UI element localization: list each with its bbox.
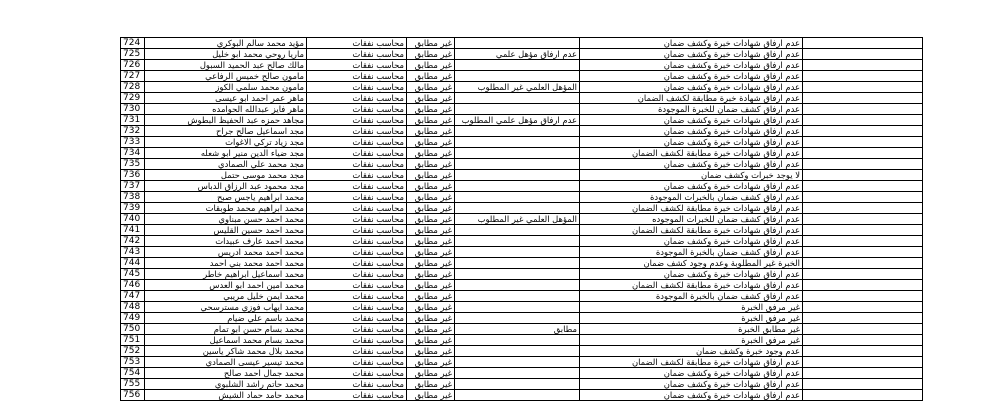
applicant-name-cell: مؤيد محمد سالم البوكري bbox=[145, 38, 307, 49]
experience-note-cell: عدم ارفاق شهادات خبرة مطابقة لكشف الضمان bbox=[580, 148, 803, 159]
experience-note-cell: عدم ارفاق كشف ضمان للخبرات الموجوده bbox=[580, 214, 803, 225]
job-title-cell: محاسب نفقات bbox=[307, 214, 407, 225]
experience-note-cell: عدم ارفاق شهادات خبرة وكشف ضمان bbox=[580, 82, 803, 93]
empty-cell bbox=[803, 104, 923, 115]
empty-cell bbox=[803, 38, 923, 49]
match-status-cell: غير مطابق bbox=[407, 192, 455, 203]
row-number-cell: 738 bbox=[121, 192, 145, 203]
applicant-name-cell: محمد بسام حسن ابو تمام bbox=[145, 324, 307, 335]
match-status-cell: غير مطابق bbox=[407, 159, 455, 170]
empty-cell bbox=[803, 335, 923, 346]
empty-cell bbox=[803, 225, 923, 236]
match-status-cell: غير مطابق bbox=[407, 236, 455, 247]
experience-note-cell: عدم وجود خبرة وكشف ضمان bbox=[580, 346, 803, 357]
experience-note-cell: عدم ارفاق كشف ضمان بالخبرة الموجودة bbox=[580, 247, 803, 258]
job-title-cell: محاسب نفقات bbox=[307, 368, 407, 379]
experience-note-cell: عدم ارفاق شهادات خبرة وكشف ضمان bbox=[580, 49, 803, 60]
match-status-cell: غير مطابق bbox=[407, 225, 455, 236]
qualification-note-cell bbox=[455, 335, 580, 346]
row-number-cell: 751 bbox=[121, 335, 145, 346]
applicant-name-cell: مجد محمود عبد الرزاق الدباس bbox=[145, 181, 307, 192]
match-status-cell: غير مطابق bbox=[407, 390, 455, 401]
match-status-cell: غير مطابق bbox=[407, 115, 455, 126]
empty-cell bbox=[803, 313, 923, 324]
table-body bbox=[121, 38, 923, 401]
qualification-note-cell bbox=[455, 258, 580, 269]
job-title-cell: محاسب نفقات bbox=[307, 137, 407, 148]
job-title-cell: محاسب نفقات bbox=[307, 335, 407, 346]
table-row bbox=[121, 247, 923, 258]
row-number-cell: 739 bbox=[121, 203, 145, 214]
table-row bbox=[121, 346, 923, 357]
experience-note-cell: عدم ارفاق شهادات خبرة وكشف ضمان bbox=[580, 390, 803, 401]
job-title-cell: محاسب نفقات bbox=[307, 379, 407, 390]
applicant-name-cell: محمد ابراهيم محمد طوبقات bbox=[145, 203, 307, 214]
applicants-table bbox=[120, 37, 923, 401]
row-number-cell: 736 bbox=[121, 170, 145, 181]
row-number-cell: 734 bbox=[121, 148, 145, 159]
empty-cell bbox=[803, 368, 923, 379]
empty-cell bbox=[803, 357, 923, 368]
table-row bbox=[121, 335, 923, 346]
empty-cell bbox=[803, 203, 923, 214]
empty-cell bbox=[803, 324, 923, 335]
table-row bbox=[121, 192, 923, 203]
match-status-cell: غير مطابق bbox=[407, 258, 455, 269]
row-number-cell: 740 bbox=[121, 214, 145, 225]
row-number-cell: 726 bbox=[121, 60, 145, 71]
row-number-cell: 750 bbox=[121, 324, 145, 335]
qualification-note-cell: المؤهل العلمي غير المطلوب bbox=[455, 82, 580, 93]
match-status-cell: غير مطابق bbox=[407, 335, 455, 346]
table-row bbox=[121, 148, 923, 159]
empty-cell bbox=[803, 291, 923, 302]
table-row bbox=[121, 390, 923, 401]
qualification-note-cell bbox=[455, 192, 580, 203]
job-title-cell: محاسب نفقات bbox=[307, 390, 407, 401]
empty-cell bbox=[803, 71, 923, 82]
qualification-note-cell bbox=[455, 104, 580, 115]
match-status-cell: غير مطابق bbox=[407, 148, 455, 159]
empty-cell bbox=[803, 390, 923, 401]
applicant-name-cell: محمد امين احمد ابو العدس bbox=[145, 280, 307, 291]
row-number-cell: 725 bbox=[121, 49, 145, 60]
table-row bbox=[121, 302, 923, 313]
row-number-cell: 737 bbox=[121, 181, 145, 192]
empty-cell bbox=[803, 192, 923, 203]
qualification-note-cell bbox=[455, 280, 580, 291]
job-title-cell: محاسب نفقات bbox=[307, 71, 407, 82]
applicant-name-cell: محمد ابراهيم ياجس صبح bbox=[145, 192, 307, 203]
job-title-cell: محاسب نفقات bbox=[307, 82, 407, 93]
match-status-cell: غير مطابق bbox=[407, 82, 455, 93]
qualification-note-cell bbox=[455, 357, 580, 368]
empty-cell bbox=[803, 346, 923, 357]
row-number-cell: 746 bbox=[121, 280, 145, 291]
job-title-cell: محاسب نفقات bbox=[307, 104, 407, 115]
row-number-cell: 756 bbox=[121, 390, 145, 401]
empty-cell bbox=[803, 379, 923, 390]
job-title-cell: محاسب نفقات bbox=[307, 346, 407, 357]
experience-note-cell: عدم ارفاق شهادات خبرة وكشف ضمان bbox=[580, 115, 803, 126]
empty-cell bbox=[803, 115, 923, 126]
applicant-name-cell: محمد ايمن خليل مريبي bbox=[145, 291, 307, 302]
applicant-name-cell: محمد احمد حسين القليس bbox=[145, 225, 307, 236]
experience-note-cell: غير مرفق الخبرة bbox=[580, 313, 803, 324]
table-row bbox=[121, 71, 923, 82]
row-number-cell: 741 bbox=[121, 225, 145, 236]
row-number-cell: 731 bbox=[121, 115, 145, 126]
match-status-cell: غير مطابق bbox=[407, 346, 455, 357]
match-status-cell: غير مطابق bbox=[407, 38, 455, 49]
qualification-note-cell bbox=[455, 93, 580, 104]
job-title-cell: محاسب نفقات bbox=[307, 324, 407, 335]
table-row bbox=[121, 368, 923, 379]
applicant-name-cell: محمد باسم علي ضيام bbox=[145, 313, 307, 324]
qualification-note-cell bbox=[455, 379, 580, 390]
row-number-cell: 727 bbox=[121, 71, 145, 82]
empty-cell bbox=[803, 170, 923, 181]
qualification-note-cell bbox=[455, 38, 580, 49]
match-status-cell: غير مطابق bbox=[407, 269, 455, 280]
table-row bbox=[121, 258, 923, 269]
table-row bbox=[121, 324, 923, 335]
empty-cell bbox=[803, 60, 923, 71]
experience-note-cell: غير مرفق الخبرة bbox=[580, 335, 803, 346]
applicant-name-cell: محمد احمد محمد ادريس bbox=[145, 247, 307, 258]
applicant-name-cell: ماهر فايز عبدالله الحوامده bbox=[145, 104, 307, 115]
row-number-cell: 755 bbox=[121, 379, 145, 390]
applicant-name-cell: مجد محمد علي الصمادي bbox=[145, 159, 307, 170]
match-status-cell: غير مطابق bbox=[407, 247, 455, 258]
qualification-note-cell bbox=[455, 159, 580, 170]
match-status-cell: غير مطابق bbox=[407, 170, 455, 181]
match-status-cell: غير مطابق bbox=[407, 181, 455, 192]
applicant-name-cell: محمد حاتم راشد الشلبوي bbox=[145, 379, 307, 390]
empty-cell bbox=[803, 247, 923, 258]
job-title-cell: محاسب نفقات bbox=[307, 181, 407, 192]
table-row bbox=[121, 93, 923, 104]
match-status-cell: غير مطابق bbox=[407, 379, 455, 390]
row-number-cell: 744 bbox=[121, 258, 145, 269]
empty-cell bbox=[803, 93, 923, 104]
table-row bbox=[121, 38, 923, 49]
experience-note-cell: عدم ارفاق شهادات خبرة وكشف ضمان bbox=[580, 236, 803, 247]
match-status-cell: غير مطابق bbox=[407, 126, 455, 137]
job-title-cell: محاسب نفقات bbox=[307, 170, 407, 181]
job-title-cell: محاسب نفقات bbox=[307, 280, 407, 291]
empty-cell bbox=[803, 181, 923, 192]
job-title-cell: محاسب نفقات bbox=[307, 357, 407, 368]
applicant-name-cell: محمد ايهاب فوزي مسترسحي bbox=[145, 302, 307, 313]
table-row bbox=[121, 280, 923, 291]
table-row bbox=[121, 357, 923, 368]
experience-note-cell: عدم ارفاق شهادات خبرة وكشف ضمان bbox=[580, 159, 803, 170]
experience-note-cell: عدم ارفاق كشف ضمان بالخبرة الموجودة bbox=[580, 291, 803, 302]
job-title-cell: محاسب نفقات bbox=[307, 126, 407, 137]
experience-note-cell: عدم ارفاق شهادات خبرة مطابقة لكشف الضمان bbox=[580, 357, 803, 368]
applicant-name-cell: محمد اسماعيل ابراهيم خاطر bbox=[145, 269, 307, 280]
match-status-cell: غير مطابق bbox=[407, 203, 455, 214]
applicant-name-cell: مجاهد حمزه عبد الحفيظ البطوش bbox=[145, 115, 307, 126]
match-status-cell: غير مطابق bbox=[407, 49, 455, 60]
qualification-note-cell: عدم ارفاق مؤهل علمي bbox=[455, 49, 580, 60]
row-number-cell: 729 bbox=[121, 93, 145, 104]
empty-cell bbox=[803, 236, 923, 247]
row-number-cell: 732 bbox=[121, 126, 145, 137]
table-row bbox=[121, 115, 923, 126]
match-status-cell: غير مطابق bbox=[407, 104, 455, 115]
job-title-cell: محاسب نفقات bbox=[307, 49, 407, 60]
qualification-note-cell bbox=[455, 247, 580, 258]
experience-note-cell: عدم ارفاق شهادات خبرة مطابقة لكشف الضمان bbox=[580, 203, 803, 214]
empty-cell bbox=[803, 126, 923, 137]
row-number-cell: 749 bbox=[121, 313, 145, 324]
row-number-cell: 742 bbox=[121, 236, 145, 247]
match-status-cell: غير مطابق bbox=[407, 313, 455, 324]
row-number-cell: 754 bbox=[121, 368, 145, 379]
job-title-cell: محاسب نفقات bbox=[307, 291, 407, 302]
qualification-note-cell bbox=[455, 302, 580, 313]
qualification-note-cell bbox=[455, 60, 580, 71]
experience-note-cell: عدم ارفاق كشف ضمان بالخبرات الموجودة bbox=[580, 192, 803, 203]
experience-note-cell: عدم ارفاق شهادات خبرة وكشف ضمان bbox=[580, 71, 803, 82]
qualification-note-cell bbox=[455, 126, 580, 137]
job-title-cell: محاسب نفقات bbox=[307, 93, 407, 104]
row-number-cell: 745 bbox=[121, 269, 145, 280]
empty-cell bbox=[803, 82, 923, 93]
applicant-name-cell: محمد حامد حماد الشيش bbox=[145, 390, 307, 401]
applicant-name-cell: محمد احمد حسن مبناوي bbox=[145, 214, 307, 225]
empty-cell bbox=[803, 269, 923, 280]
table-row bbox=[121, 159, 923, 170]
applicant-name-cell: مجد ضياء الدين منير ابو شعله bbox=[145, 148, 307, 159]
qualification-note-cell bbox=[455, 269, 580, 280]
experience-note-cell: غير مطابق الخبرة bbox=[580, 324, 803, 335]
experience-note-cell: عدم ارفاق شهادة خبرة مطابقة لكشف الضمان bbox=[580, 93, 803, 104]
experience-note-cell: عدم ارفاق شهادات خبرة وكشف ضمان bbox=[580, 379, 803, 390]
job-title-cell: محاسب نفقات bbox=[307, 192, 407, 203]
qualification-note-cell bbox=[455, 71, 580, 82]
empty-cell bbox=[803, 302, 923, 313]
experience-note-cell: عدم ارفاق شهادات خبرة وكشف ضمان bbox=[580, 38, 803, 49]
applicant-name-cell: محمد جمال احمد صالح bbox=[145, 368, 307, 379]
table-row bbox=[121, 170, 923, 181]
table-row bbox=[121, 379, 923, 390]
qualification-note-cell bbox=[455, 236, 580, 247]
match-status-cell: غير مطابق bbox=[407, 71, 455, 82]
row-number-cell: 728 bbox=[121, 82, 145, 93]
match-status-cell: غير مطابق bbox=[407, 291, 455, 302]
experience-note-cell: عدم ارفاق شهادات خبرة مطابقة لكشف الضمان bbox=[580, 280, 803, 291]
empty-cell bbox=[803, 159, 923, 170]
qualification-note-cell bbox=[455, 291, 580, 302]
experience-note-cell: الخبرة غير المطلوبة وعدم وجود كشف ضمان bbox=[580, 258, 803, 269]
table-row bbox=[121, 137, 923, 148]
row-number-cell: 747 bbox=[121, 291, 145, 302]
table-row bbox=[121, 181, 923, 192]
qualification-note-cell bbox=[455, 170, 580, 181]
empty-cell bbox=[803, 214, 923, 225]
table-row bbox=[121, 291, 923, 302]
applicant-name-cell: محمد بسام محمد اسماعيل bbox=[145, 335, 307, 346]
job-title-cell: محاسب نفقات bbox=[307, 60, 407, 71]
empty-cell bbox=[803, 280, 923, 291]
applicant-name-cell: محمد بلال محمد شاكر ياسين bbox=[145, 346, 307, 357]
applicant-name-cell: مامون محمد سلمي الكوز bbox=[145, 82, 307, 93]
qualification-note-cell bbox=[455, 313, 580, 324]
job-title-cell: محاسب نفقات bbox=[307, 247, 407, 258]
qualification-note-cell bbox=[455, 148, 580, 159]
match-status-cell: غير مطابق bbox=[407, 214, 455, 225]
match-status-cell: غير مطابق bbox=[407, 368, 455, 379]
qualification-note-cell: عدم ارفاق مؤهل علمي المطلوب bbox=[455, 115, 580, 126]
job-title-cell: محاسب نفقات bbox=[307, 148, 407, 159]
table-row bbox=[121, 214, 923, 225]
experience-note-cell: عدم ارفاق شهادات خبرة وكشف ضمان bbox=[580, 269, 803, 280]
experience-note-cell: عدم ارفاق كشف ضمان للخبرة الموجودة bbox=[580, 104, 803, 115]
qualification-note-cell: المؤهل العلمي غير المطلوب bbox=[455, 214, 580, 225]
applicant-name-cell: مجد زياد تركي الاغوات bbox=[145, 137, 307, 148]
table-row bbox=[121, 203, 923, 214]
qualification-note-cell bbox=[455, 137, 580, 148]
table-row bbox=[121, 269, 923, 280]
table-row bbox=[121, 313, 923, 324]
row-number-cell: 753 bbox=[121, 357, 145, 368]
empty-cell bbox=[803, 148, 923, 159]
row-number-cell: 743 bbox=[121, 247, 145, 258]
experience-note-cell: عدم ارفاق شهادات خبرة وكشف ضمان bbox=[580, 60, 803, 71]
row-number-cell: 748 bbox=[121, 302, 145, 313]
empty-cell bbox=[803, 137, 923, 148]
table-row bbox=[121, 225, 923, 236]
qualification-note-cell: مطابق bbox=[455, 324, 580, 335]
row-number-cell: 752 bbox=[121, 346, 145, 357]
qualification-note-cell bbox=[455, 368, 580, 379]
experience-note-cell: لا يوجد خبرات وكشف ضمان bbox=[580, 170, 803, 181]
experience-note-cell: عدم ارفاق شهادات خبرة وكشف ضمان bbox=[580, 126, 803, 137]
job-title-cell: محاسب نفقات bbox=[307, 159, 407, 170]
experience-note-cell: عدم ارفاق شهادات خبرة وكشف ضمان bbox=[580, 137, 803, 148]
applicant-name-cell: مجد محمد موسى حتمل bbox=[145, 170, 307, 181]
experience-note-cell: عدم ارفاق شهادات خبرة وكشف ضمان bbox=[580, 181, 803, 192]
applicant-name-cell: مامون صالح خميس الرفاعي bbox=[145, 71, 307, 82]
applicant-name-cell: محمد احمد محمد بني احمد bbox=[145, 258, 307, 269]
table-row bbox=[121, 104, 923, 115]
row-number-cell: 735 bbox=[121, 159, 145, 170]
match-status-cell: غير مطابق bbox=[407, 324, 455, 335]
applicant-name-cell: محمد تيسير عيسى الصمادي bbox=[145, 357, 307, 368]
applicant-name-cell: مالك صالح عبد الحميد السبول bbox=[145, 60, 307, 71]
job-title-cell: محاسب نفقات bbox=[307, 269, 407, 280]
qualification-note-cell bbox=[455, 390, 580, 401]
applicant-name-cell: ماريا روحي محمد ابو خليل bbox=[145, 49, 307, 60]
qualification-note-cell bbox=[455, 346, 580, 357]
experience-note-cell: غير مرفق الخبرة bbox=[580, 302, 803, 313]
job-title-cell: محاسب نفقات bbox=[307, 313, 407, 324]
table-row bbox=[121, 82, 923, 93]
empty-cell bbox=[803, 49, 923, 60]
job-title-cell: محاسب نفقات bbox=[307, 203, 407, 214]
job-title-cell: محاسب نفقات bbox=[307, 258, 407, 269]
table-row bbox=[121, 126, 923, 137]
experience-note-cell: عدم ارفاق شهادات خبرة مطابقة لكشف الضمان bbox=[580, 225, 803, 236]
row-number-cell: 724 bbox=[121, 38, 145, 49]
row-number-cell: 730 bbox=[121, 104, 145, 115]
table-row bbox=[121, 49, 923, 60]
qualification-note-cell bbox=[455, 203, 580, 214]
job-title-cell: محاسب نفقات bbox=[307, 38, 407, 49]
match-status-cell: غير مطابق bbox=[407, 60, 455, 71]
row-number-cell: 733 bbox=[121, 137, 145, 148]
match-status-cell: غير مطابق bbox=[407, 93, 455, 104]
qualification-note-cell bbox=[455, 225, 580, 236]
table-row bbox=[121, 60, 923, 71]
match-status-cell: غير مطابق bbox=[407, 137, 455, 148]
applicant-name-cell: ماهر عمر احمد ابو عيسى bbox=[145, 93, 307, 104]
match-status-cell: غير مطابق bbox=[407, 302, 455, 313]
table-row bbox=[121, 236, 923, 247]
job-title-cell: محاسب نفقات bbox=[307, 225, 407, 236]
applicant-name-cell: محمد احمد عارف عبيدات bbox=[145, 236, 307, 247]
applicant-name-cell: مجد اسماعيل صالح جراح bbox=[145, 126, 307, 137]
empty-cell bbox=[803, 258, 923, 269]
experience-note-cell: عدم ارفاق شهادات خبرة وكشف ضمان bbox=[580, 368, 803, 379]
job-title-cell: محاسب نفقات bbox=[307, 236, 407, 247]
job-title-cell: محاسب نفقات bbox=[307, 302, 407, 313]
qualification-note-cell bbox=[455, 181, 580, 192]
match-status-cell: غير مطابق bbox=[407, 357, 455, 368]
job-title-cell: محاسب نفقات bbox=[307, 115, 407, 126]
match-status-cell: غير مطابق bbox=[407, 280, 455, 291]
